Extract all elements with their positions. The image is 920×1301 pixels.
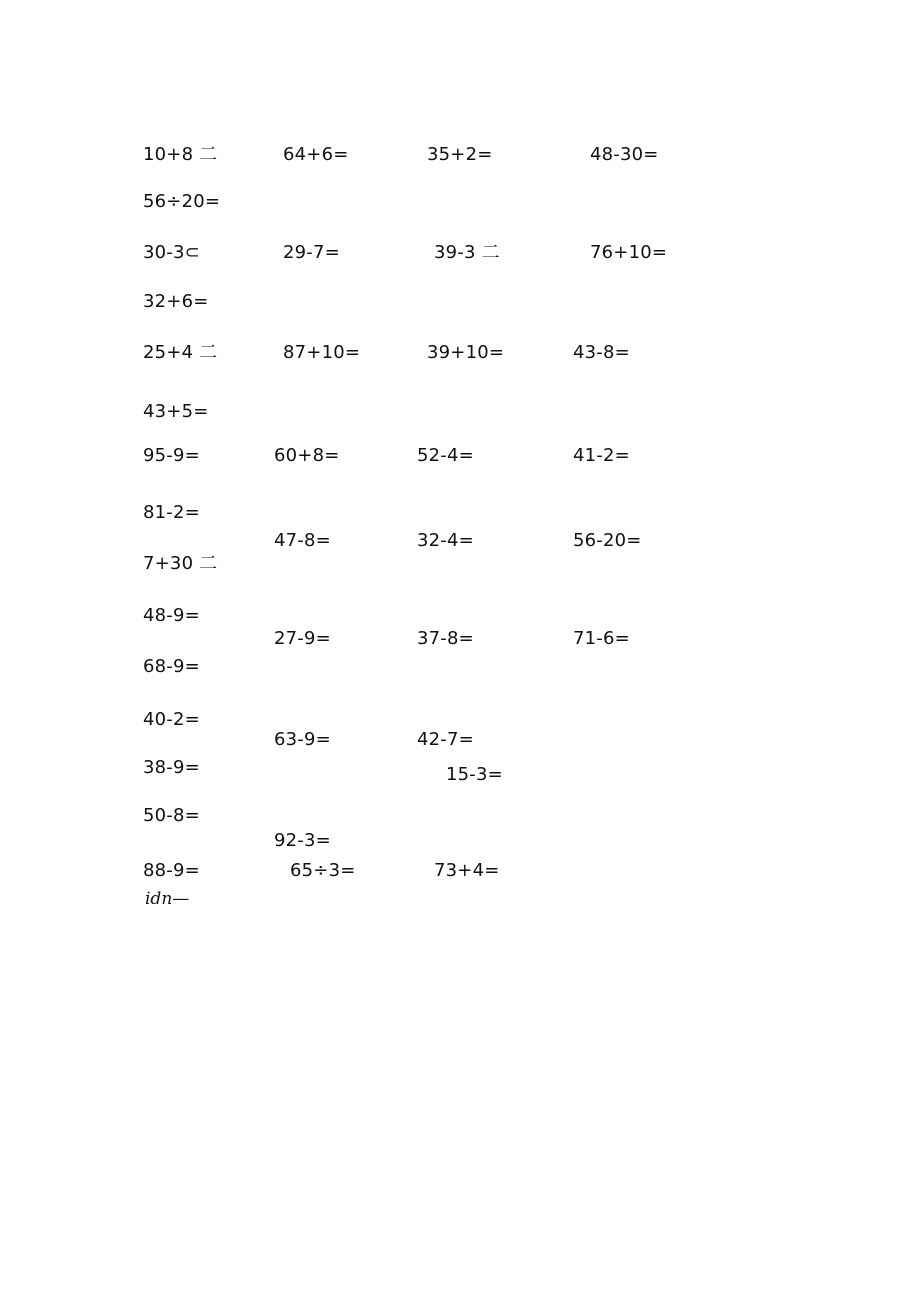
problem: 10+8 二 (143, 144, 218, 165)
problem: 65÷3= (290, 860, 356, 881)
problem: 73+4= (434, 860, 500, 881)
problem: 27-9= (274, 628, 331, 649)
problem: 25+4 二 (143, 342, 218, 363)
problem: 43-8= (573, 342, 630, 363)
problem: 68-9= (143, 656, 200, 677)
problem: 64+6= (283, 144, 349, 165)
problem: 81-2= (143, 502, 200, 523)
problem: 92-3= (274, 830, 331, 851)
problem: 32+6= (143, 291, 209, 312)
scrawl-mark: idn— (145, 889, 190, 909)
problem: 29-7= (283, 242, 340, 263)
problem: 41-2= (573, 445, 630, 466)
problem: 47-8= (274, 530, 331, 551)
problem: 56÷20= (143, 191, 221, 212)
problem: 39+10= (427, 342, 505, 363)
problem: 76+10= (590, 242, 668, 263)
problem: 15-3= (446, 764, 503, 785)
problem: 30-3⊂ (143, 242, 200, 263)
problem: 7+30 二 (143, 553, 218, 574)
problem: 35+2= (427, 144, 493, 165)
problem: 71-6= (573, 628, 630, 649)
problem: 56-20= (573, 530, 642, 551)
problem: 39-3 二 (434, 242, 500, 263)
problem: 42-7= (417, 729, 474, 750)
problem: 32-4= (417, 530, 474, 551)
problem: 40-2= (143, 709, 200, 730)
problem: 50-8= (143, 805, 200, 826)
problem: 52-4= (417, 445, 474, 466)
problem: 88-9= (143, 860, 200, 881)
problem: 37-8= (417, 628, 474, 649)
problem: 87+10= (283, 342, 361, 363)
problem: 38-9= (143, 757, 200, 778)
problem: 48-9= (143, 605, 200, 626)
problem: 43+5= (143, 401, 209, 422)
problem: 60+8= (274, 445, 340, 466)
problem: 95-9= (143, 445, 200, 466)
problem: 63-9= (274, 729, 331, 750)
problem: 48-30= (590, 144, 659, 165)
